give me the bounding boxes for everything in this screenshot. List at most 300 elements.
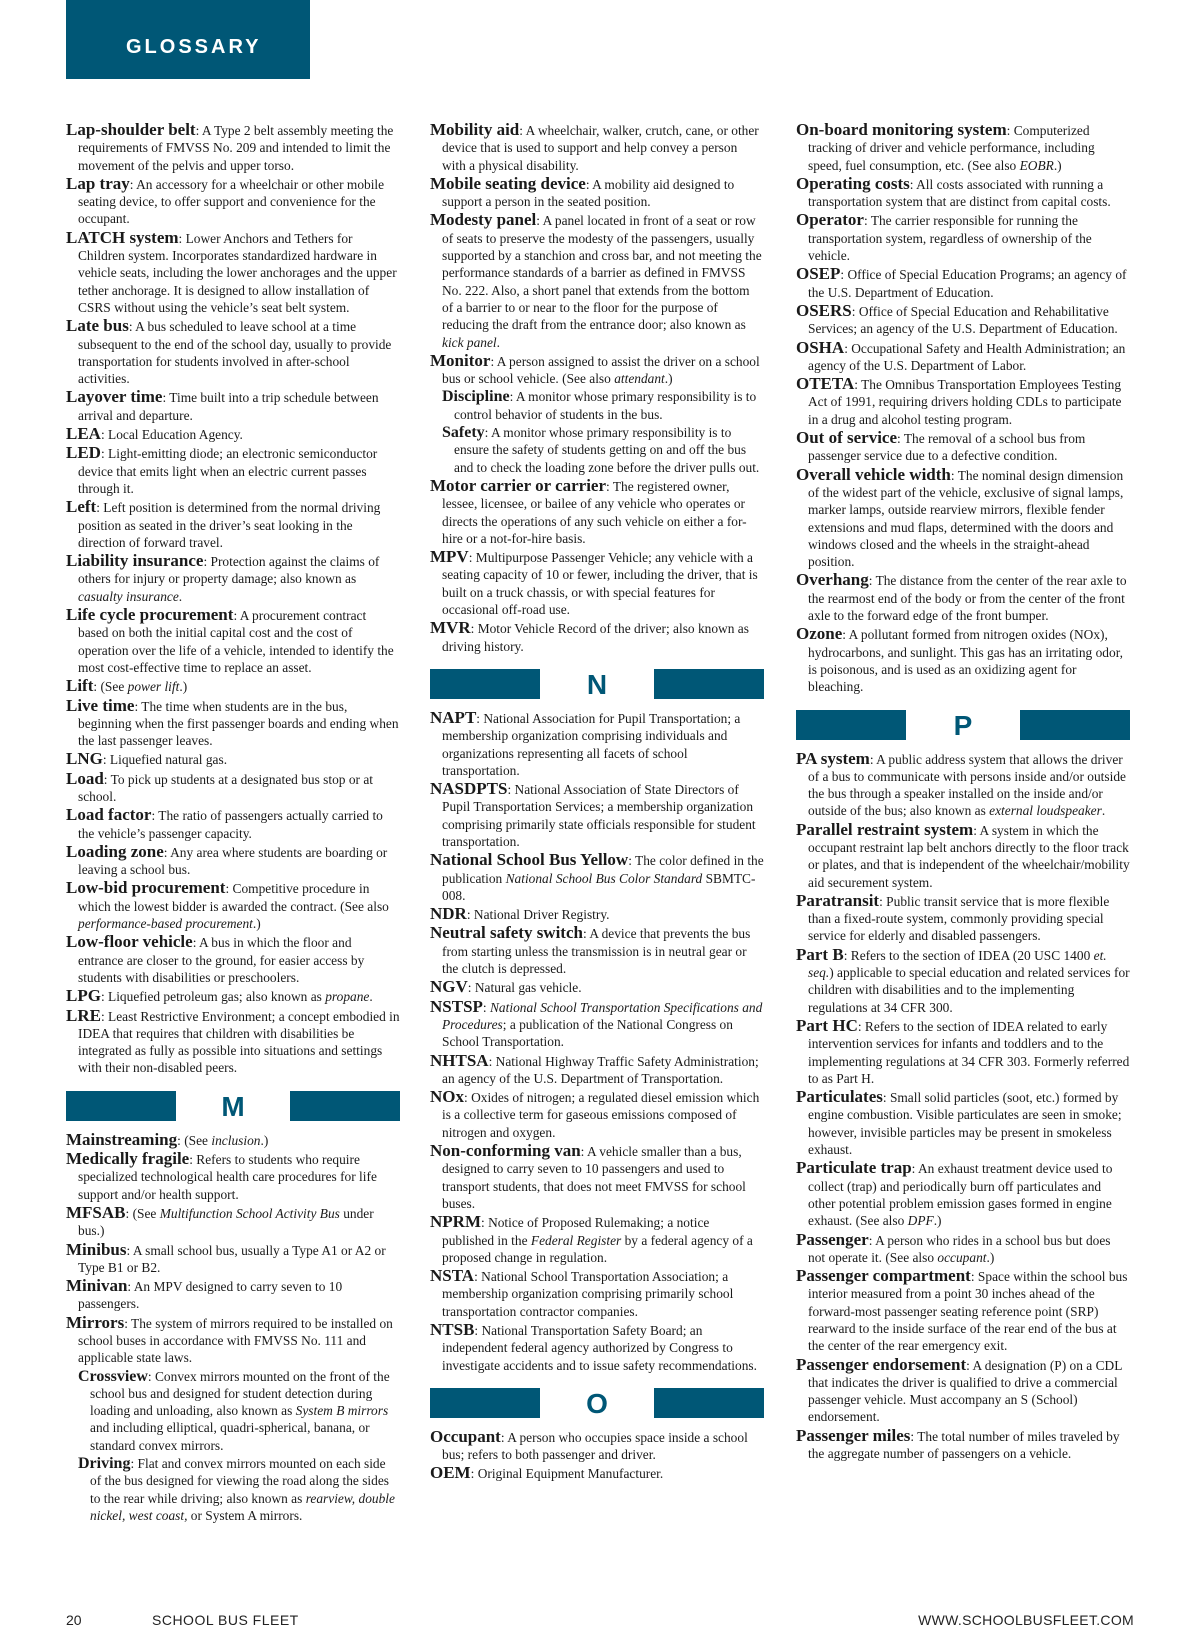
glossary-term: Mainstreaming <box>66 1129 178 1149</box>
glossary-term: OSHA <box>796 337 845 357</box>
definition-reference: EOBR <box>1019 157 1054 173</box>
glossary-definition: Lower Anchors and Tethers for Children system. Incorporates standardized hardware in vehicle seats, including the lower anchorages and the upper tether anchorage. It is designed to allow installation of CSRS without using the vehicle’s seat belt system. <box>78 230 397 315</box>
glossary-term: Minibus <box>66 1239 127 1259</box>
term-separator: : <box>474 1323 482 1338</box>
glossary-term: Discipline <box>442 388 510 406</box>
term-separator: : <box>580 1144 587 1160</box>
term-separator: : <box>100 446 109 462</box>
term-separator: : <box>966 1357 973 1373</box>
glossary-definition: An exhaust treatment device used to collect (trap) and periodically burn off particulates and other potential problem emission gases formed in engine exhaust. (See also <box>808 1161 1113 1229</box>
glossary-entry <box>66 552 400 605</box>
definition-reference: performance-based procurement <box>78 916 253 932</box>
glossary-term: Live time <box>66 695 135 715</box>
term-separator: : <box>519 123 526 138</box>
term-separator: : <box>93 679 101 695</box>
glossary-entry <box>430 924 764 977</box>
definition-reference: external loudspeaker <box>989 803 1102 819</box>
glossary-definition: The removal of a school bus from passenger service due to a defective condition. <box>808 431 1086 464</box>
glossary-definition: National Transportation Safety Board; an independent federal agency authorized by Congress to investigate accidents and to issue safety recommendations. <box>442 1323 757 1373</box>
glossary-entry <box>430 121 764 174</box>
definition-reference: rearview, double nickel, west coast, <box>90 1490 395 1523</box>
glossary-term: Out of service <box>796 428 898 448</box>
glossary-definition: Liquefied petroleum gas; also known as <box>108 989 326 1005</box>
term-separator: : <box>863 213 871 229</box>
definition-suffix: . <box>1101 803 1106 819</box>
glossary-entry <box>66 175 400 228</box>
glossary-term: Late bus <box>66 316 129 336</box>
term-separator: : <box>585 176 593 192</box>
glossary-definition: National Highway Traffic Safety Administration; an agency of the U.S. Department of Transportation. <box>442 1053 759 1086</box>
glossary-definition: The system of mirrors required to be installed on school buses in accordance with FMVSS No. 111 and applicable state laws. <box>78 1315 393 1366</box>
glossary-entry <box>66 987 400 1005</box>
definition-suffix: .) <box>179 679 188 695</box>
glossary-entry <box>430 211 764 350</box>
glossary-entry <box>796 466 1130 571</box>
glossary-definition: A person who occupies space inside a school bus; refers to both passenger and driver. <box>442 1429 748 1463</box>
glossary-entry <box>66 770 400 806</box>
glossary-entry <box>796 429 1130 465</box>
glossary-entry <box>796 1267 1130 1354</box>
glossary-term: Life cycle procurement <box>66 605 234 625</box>
term-separator: : <box>857 1018 865 1034</box>
glossary-entry <box>430 978 764 996</box>
glossary-term: Operating costs <box>796 173 910 193</box>
definition-suffix: .) <box>260 1132 269 1148</box>
glossary-term: NPRM <box>430 1212 481 1232</box>
glossary-definition: Public transit service that is more flexible than a fixed-route system, commonly providing special service for elderly and disabled passengers. <box>808 893 1110 944</box>
term-separator: : <box>480 1215 489 1231</box>
glossary-definition: The ratio of passengers actually carried to the vehicle’s passenger capacity. <box>78 808 383 841</box>
glossary-term: Lap-shoulder belt <box>66 120 196 139</box>
glossary-term: LED <box>66 443 101 463</box>
glossary-term: Liability insurance <box>66 551 204 571</box>
glossary-definition: The color defined in the publication <box>442 853 764 886</box>
definition-reference: casualty insurance <box>78 588 179 604</box>
glossary-definition: Any area where students are boarding or leaving a school bus. <box>78 844 388 878</box>
glossary-definition: Computerized tracking of driver and vehicle performance, including speed, fuel consumption, etc. (See also <box>808 123 1095 173</box>
glossary-term: MVR <box>430 618 471 638</box>
glossary-definition: Multipurpose Passenger Vehicle; any vehicle with a seating capacity of 10 or fewer, including the driver, that is built on a truck chassis, or with special features for occasional off-road use. <box>442 550 758 618</box>
definition-reference: DPF <box>907 1213 934 1229</box>
glossary-column-2 <box>430 121 764 1484</box>
glossary-definition: The carrier responsible for running the transportation system, regardless of ownership of the vehicle. <box>808 213 1092 264</box>
glossary-definition: Motor Vehicle Record of the driver; also known as driving history. <box>442 621 749 654</box>
term-separator: : <box>882 1090 890 1106</box>
definition-suffix: .) <box>933 1213 942 1229</box>
glossary-definition: An accessory for a wheelchair or other mobile seating device, to offer support and convenience for the occupant. <box>78 176 385 227</box>
term-separator: : <box>124 1315 132 1331</box>
glossary-definition: The total number of miles traveled by the aggregate number of passengers on a vehicle. <box>808 1428 1120 1462</box>
definition-reference: inclusion <box>211 1132 261 1148</box>
glossary-subentry <box>66 1368 400 1454</box>
glossary-definition: A person who rides in a school bus but does not operate it. (See also <box>808 1232 1111 1265</box>
glossary-term: Low-floor vehicle <box>66 932 193 952</box>
glossary-entry <box>66 879 400 932</box>
glossary-term: Monitor <box>430 350 491 370</box>
glossary-definition: National Association of State Directors of Pupil Transportation Services; a membership organization comprising primarily state officials responsible for student transportation. <box>442 782 756 849</box>
glossary-entry <box>66 750 400 768</box>
glossary-entry <box>66 317 400 387</box>
glossary-term: Neutral safety switch <box>430 923 583 943</box>
glossary-definition: To pick up students at a designated bus stop or at school. <box>78 771 373 804</box>
glossary-entry <box>430 905 764 923</box>
term-separator: : <box>490 353 497 369</box>
section-letter: P <box>953 709 973 741</box>
glossary-term: Left <box>66 497 97 517</box>
glossary-entry <box>430 1428 764 1464</box>
term-separator: : <box>868 573 876 589</box>
term-separator: : <box>840 267 848 283</box>
definition-suffix: .) <box>1053 157 1062 173</box>
glossary-definition: Protection against the claims of others for injury or property damage; also known as <box>78 554 380 587</box>
term-separator: : <box>466 907 474 923</box>
term-separator: : <box>127 1279 134 1295</box>
glossary-entry <box>430 1464 764 1482</box>
glossary-entry <box>66 697 400 750</box>
glossary-entry <box>430 548 764 618</box>
term-separator: : <box>195 123 202 138</box>
glossary-entry <box>66 1204 400 1240</box>
definition-reference: National School Bus Color Standard <box>505 870 703 886</box>
term-separator: : <box>897 431 904 447</box>
glossary-definition: Small solid particles (soot, etc.) formed by engine combustion. Visible particulates are seen in smoke; however, invisible particles may be present in smokeless exhaust. <box>808 1090 1122 1158</box>
glossary-definition: Refers to students who require specialized technological health care procedures for life support and/or health support. <box>78 1152 377 1202</box>
glossary-term: Passenger endorsement <box>796 1354 967 1374</box>
term-separator: : <box>476 710 484 726</box>
definition-reference: Federal Register <box>530 1232 622 1248</box>
glossary-term: LRE <box>66 1005 101 1025</box>
section-letter: N <box>586 668 608 700</box>
glossary-entry <box>796 946 1130 1016</box>
definition-suffix: ; a publication of the National Congress on School Transportation. <box>442 1016 733 1050</box>
glossary-term: MPV <box>430 547 469 567</box>
glossary-definition: (See <box>184 1132 212 1148</box>
glossary-entry <box>66 1007 400 1077</box>
glossary-definition: A public address system that allows the driver of a bus to communicate with persons inside and/or outside the bus through a speaker installed on the inside and/or outside of the bus; also known as <box>808 751 1126 819</box>
glossary-term: Load <box>66 768 104 788</box>
glossary-term: Lift <box>66 676 94 696</box>
section-header <box>66 0 310 79</box>
glossary-definition: The distance from the center of the rear axle to the rearmost end of the body or from the center of the front axle to the forward edge of the front bumper. <box>808 573 1127 624</box>
glossary-entry <box>796 211 1130 264</box>
term-separator: : <box>467 980 475 996</box>
glossary-entry <box>796 571 1130 624</box>
glossary-entry <box>66 1241 400 1277</box>
definition-suffix: ) applicable to special education and related services for children with disabilities and to the implementing regulations at 34 CFR 300. <box>808 965 1130 1015</box>
glossary-definition: (See <box>132 1205 160 1221</box>
glossary-term: LPG <box>66 986 101 1006</box>
glossary-definition: A mobility aid designed to support a person in the seated position. <box>442 176 735 210</box>
glossary-term: NGV <box>430 977 468 997</box>
glossary-definition: Office of Special Education Programs; an agency of the U.S. Department of Education. <box>808 267 1127 300</box>
glossary-column-3 <box>796 121 1130 1463</box>
glossary-definition: A monitor whose primary responsibility is to control behavior of students in the bus. <box>454 389 757 422</box>
term-separator: : <box>536 213 543 229</box>
glossary-term: Low-bid procurement <box>66 878 226 898</box>
glossary-entry <box>430 1213 764 1266</box>
glossary-definition: National Association for Pupil Transportation; a membership organization comprising individuals and organizations representing all facets of school transportation. <box>442 710 741 778</box>
glossary-entry <box>66 1314 400 1367</box>
glossary-definition: (See <box>100 679 128 695</box>
glossary-definition: A procurement contract based on both the initial capital cost and the cost of operation over the life of a vehicle, intended to identify the most cost-effective time to replace an asset. <box>78 608 394 675</box>
glossary-entry <box>430 1088 764 1141</box>
glossary-term: Crossview <box>78 1367 148 1385</box>
glossary-term: Layover time <box>66 387 163 407</box>
publication-url[interactable]: WWW.SCHOOLBUSFLEET.COM <box>918 1612 1134 1628</box>
glossary-entry <box>66 444 400 497</box>
glossary-entry <box>796 265 1130 301</box>
glossary-definition: Least Restrictive Environment; a concept embodied in IDEA that requires that children with disabilities be integrated as fully as possible into situations and settings with their non-disabled peers. <box>78 1008 400 1076</box>
term-separator: : <box>488 1053 496 1069</box>
glossary-entry <box>66 933 400 986</box>
glossary-term: Particulate trap <box>796 1158 912 1178</box>
glossary-entry <box>796 121 1130 174</box>
glossary-entry <box>66 843 400 879</box>
term-separator: : <box>103 771 111 787</box>
glossary-column-1 <box>66 121 400 1525</box>
glossary-definition: National School Transportation Association; a membership organization comprising primarily school transportation contractor companies. <box>442 1269 734 1319</box>
term-separator: : <box>125 1205 133 1221</box>
term-separator: : <box>464 1090 472 1106</box>
glossary-definition: All costs associated with running a transportation system that are distinct from capital costs. <box>808 176 1111 210</box>
definition-reference: National School Transportation Specifications and Procedures <box>442 999 763 1032</box>
term-separator: : <box>842 627 849 643</box>
term-separator: : <box>233 608 240 624</box>
glossary-term: Mirrors <box>66 1312 125 1332</box>
term-separator: : <box>509 389 516 405</box>
glossary-term: NSTSP <box>430 996 483 1016</box>
glossary-entry <box>66 1131 400 1149</box>
term-separator: : <box>162 390 170 406</box>
glossary-entry <box>796 625 1130 695</box>
glossary-entry <box>796 1231 1130 1267</box>
term-separator: : <box>910 1428 918 1444</box>
glossary-definition: Oxides of nitrogen; a regulated diesel emission which is a collective term for gaseous emissions composed of nitrogen and oxygen. <box>442 1090 760 1140</box>
glossary-term: Passenger compartment <box>796 1266 971 1286</box>
letter-divider <box>796 710 1130 740</box>
definition-suffix: .) <box>252 916 261 932</box>
definition-suffix: or System A mirrors. <box>187 1507 303 1523</box>
term-separator: : <box>126 1242 133 1258</box>
glossary-entry <box>796 375 1130 428</box>
glossary-term: LNG <box>66 749 103 769</box>
glossary-entry <box>430 1142 764 1212</box>
glossary-term: NAPT <box>430 707 477 727</box>
glossary-definition: Notice of Proposed Rulemaking; a notice published in the <box>442 1215 710 1248</box>
term-separator: : <box>854 377 862 393</box>
glossary-definition: A panel located in front of a seat or row of seats to preserve the modesty of the passengers, usually supported by a stanchion and cross bar, and not meeting the performance standards of a barrier as defined in FMVSS No. 222. Also, a short panel that extends from the bottom of a barrier to or near to the floor for the purpose of reducing the draft from the entrance door; also known as <box>442 213 762 333</box>
glossary-entry <box>430 352 764 388</box>
glossary-term: NOx <box>430 1087 464 1107</box>
publication-name: SCHOOL BUS FLEET <box>152 1612 299 1628</box>
glossary-term: Non-conforming van <box>430 1141 581 1161</box>
term-separator: : <box>134 698 142 714</box>
term-separator: : <box>225 881 233 897</box>
term-separator: : <box>500 1429 508 1445</box>
glossary-entry <box>66 1277 400 1313</box>
glossary-entry <box>66 498 400 551</box>
glossary-entry <box>796 750 1130 820</box>
glossary-definition: Liquefied natural gas. <box>109 752 228 768</box>
glossary-term: NSTA <box>430 1266 475 1286</box>
page-footer <box>66 1612 1134 1630</box>
term-separator: : <box>582 926 590 942</box>
glossary-entry <box>66 388 400 424</box>
section-letter: O <box>586 1387 608 1419</box>
glossary-definition: An MPV designed to carry seven to 10 passengers. <box>78 1279 343 1312</box>
term-separator: : <box>129 176 137 192</box>
definition-reference: power lift <box>127 679 180 695</box>
definition-suffix: .) <box>664 371 673 387</box>
term-separator: : <box>869 751 877 767</box>
glossary-entry <box>796 339 1130 375</box>
term-separator: : <box>911 1161 918 1177</box>
glossary-term: Part B <box>796 944 844 964</box>
glossary-term: Overall vehicle width <box>796 464 951 484</box>
glossary-definition: A bus scheduled to leave school at a time subsequent to the end of the school day, usually to provide transportation for students involved in after-school activities. <box>78 319 392 387</box>
definition-suffix: . <box>369 989 373 1005</box>
glossary-definition: A Type 2 belt assembly meeting the requirements of FMVSS No. 209 and intended to limit the movement of the pelvis and upper torso. <box>78 123 394 173</box>
glossary-term: OSERS <box>796 300 852 320</box>
glossary-term: NTSB <box>430 1320 475 1339</box>
term-separator: : <box>973 822 980 838</box>
definition-reference: propane <box>325 989 370 1005</box>
glossary-term: National School Bus Yellow <box>430 850 629 870</box>
glossary-definition: The time when students are in the bus, beginning when the first passenger boards and ending when the last passenger leaves. <box>78 698 399 749</box>
glossary-term: PA system <box>796 748 870 768</box>
glossary-definition: Refers to the section of IDEA related to early intervention services for infants and toddlers and to the implementing regulations at 34 CFR 303. Formerly referred to as Part H. <box>808 1018 1130 1086</box>
glossary-entry <box>66 229 400 316</box>
glossary-term: Overhang <box>796 570 869 590</box>
term-separator: : <box>470 621 478 637</box>
glossary-subentry <box>430 424 764 476</box>
definition-reference: et. seq. <box>808 947 1107 981</box>
glossary-term: Mobility aid <box>430 120 520 139</box>
term-separator: : <box>507 782 515 798</box>
glossary-definition: A bus in which the floor and entrance are closer to the ground, for easier access by students with disabilities or preschoolers. <box>78 935 365 985</box>
glossary-entry <box>430 619 764 655</box>
glossary-term: Ozone <box>796 624 843 644</box>
glossary-entry <box>430 709 764 779</box>
glossary-term: OSEP <box>796 264 841 284</box>
glossary-entry <box>796 1427 1130 1463</box>
glossary-definition: Natural gas vehicle. <box>474 980 582 996</box>
term-separator: : <box>100 989 109 1005</box>
glossary-entry <box>796 1356 1130 1426</box>
glossary-term: Operator <box>796 210 864 230</box>
section-title: GLOSSARY <box>126 36 262 58</box>
glossary-entry <box>796 175 1130 211</box>
term-separator: : <box>177 1132 185 1148</box>
glossary-definition: Refers to the section of IDEA (20 USC 1400 <box>850 947 1094 963</box>
glossary-term: Motor carrier or carrier <box>430 475 607 495</box>
glossary-term: Medically fragile <box>66 1149 190 1169</box>
glossary-definition: Time built into a trip schedule between arrival and departure. <box>78 390 379 423</box>
glossary-term: Particulates <box>796 1087 883 1107</box>
definition-suffix: under bus.) <box>78 1205 374 1239</box>
glossary-term: Passenger miles <box>796 1425 911 1445</box>
term-separator: : <box>102 752 110 768</box>
definition-reference: kick panel <box>442 334 497 350</box>
definition-reference: System B mirrors <box>295 1403 389 1419</box>
glossary-term: Loading zone <box>66 841 164 861</box>
term-separator: : <box>151 808 159 824</box>
term-separator: : <box>178 230 186 246</box>
glossary-term: Mobile seating device <box>430 173 586 193</box>
glossary-definition: Competitive procedure in which the lowest bidder is awarded the contract. (See also <box>78 881 389 914</box>
term-separator: : <box>482 999 490 1015</box>
glossary-definition: National Driver Registry. <box>473 907 610 923</box>
page-number: 20 <box>66 1612 82 1628</box>
section-letter: M <box>221 1090 245 1122</box>
term-separator: : <box>970 1269 978 1285</box>
glossary-term: MFSAB <box>66 1202 126 1222</box>
glossary-entry <box>430 175 764 211</box>
term-separator: : <box>628 853 636 869</box>
term-separator: : <box>100 1008 109 1024</box>
glossary-term: Safety <box>442 424 485 442</box>
glossary-term: Load factor <box>66 805 152 825</box>
glossary-definition: A small school bus, usually a Type A1 or A2 or Type B1 or B2. <box>78 1242 386 1275</box>
glossary-entry <box>430 1052 764 1088</box>
glossary-term: Minivan <box>66 1276 128 1296</box>
glossary-definition: A pollutant formed from nitrogen oxides (NOx), hydrocarbons, and sunlight. This gas has an irritating odor, is poisonous, and is used as an oxidizing agent for bleaching. <box>808 627 1123 695</box>
glossary-term: OTETA <box>796 374 855 394</box>
letter-divider <box>430 1388 764 1418</box>
term-separator: : <box>851 303 859 319</box>
glossary-entry <box>430 1321 764 1374</box>
glossary-definition: Flat and convex mirrors mounted on each side of the bus designed for viewing the road along the sides to the rear while driving; also known as <box>90 1456 389 1506</box>
definition-reference: attendant <box>614 371 665 387</box>
glossary-term: LATCH system <box>66 227 179 247</box>
glossary-term: Part HC <box>796 1015 858 1035</box>
definition-reference: Multifunction School Activity Bus <box>159 1205 340 1221</box>
glossary-entry <box>430 1267 764 1320</box>
glossary-entry <box>66 1150 400 1203</box>
glossary-entry <box>66 121 400 174</box>
glossary-entry <box>796 1017 1130 1087</box>
glossary-term: Driving <box>78 1455 131 1473</box>
glossary-definition: Left position is determined from the normal driving position as seated in the driver’s seat looking in the direction of forward travel. <box>78 500 381 550</box>
glossary-term: NHTSA <box>430 1050 489 1070</box>
term-separator: : <box>468 550 476 566</box>
glossary-term: Lap tray <box>66 173 130 193</box>
definition-suffix: .) <box>986 1249 995 1265</box>
term-separator: : <box>130 1456 138 1472</box>
term-separator: : <box>192 935 200 951</box>
glossary-entry <box>796 1088 1130 1158</box>
glossary-subentry <box>430 388 764 423</box>
term-separator: : <box>950 467 958 483</box>
glossary-term: LEA <box>66 424 101 444</box>
term-separator: : <box>474 1269 482 1285</box>
term-separator: : <box>484 425 491 441</box>
glossary-definition: A vehicle smaller than a bus, designed to carry seven to 10 passengers and used to transport students, that does not meet FMVSS for school buses. <box>442 1144 746 1211</box>
glossary-definition: Convex mirrors mounted on the front of the school bus and designed for student detection during loading and unloading, also known as <box>90 1368 390 1419</box>
glossary-definition: Light-emitting diode; an electronic semiconductor device that emits light when an electric current passes through it. <box>78 446 378 496</box>
glossary-definition: A monitor whose primary responsibility is to ensure the safety of students getting on and off the bus and to check the loading zone before the driver pulls out. <box>454 425 760 475</box>
glossary-term: Paratransit <box>796 890 880 910</box>
definition-suffix: . <box>178 588 183 604</box>
glossary-definition: A system in which the occupant restraint lap belt anchors directly to the floor track or plates, and that is independent of the wheelchair/mobility aid securement system. <box>808 822 1130 890</box>
term-separator: : <box>128 319 136 335</box>
glossary-definition: Office of Special Education and Rehabilitative Services; an agency of the U.S. Department of Education. <box>808 303 1118 337</box>
glossary-term: Parallel restraint system <box>796 819 974 839</box>
term-separator: : <box>470 1466 478 1482</box>
glossary-entry <box>796 892 1130 945</box>
definition-reference: occupant <box>937 1249 987 1265</box>
term-separator: : <box>203 554 211 570</box>
